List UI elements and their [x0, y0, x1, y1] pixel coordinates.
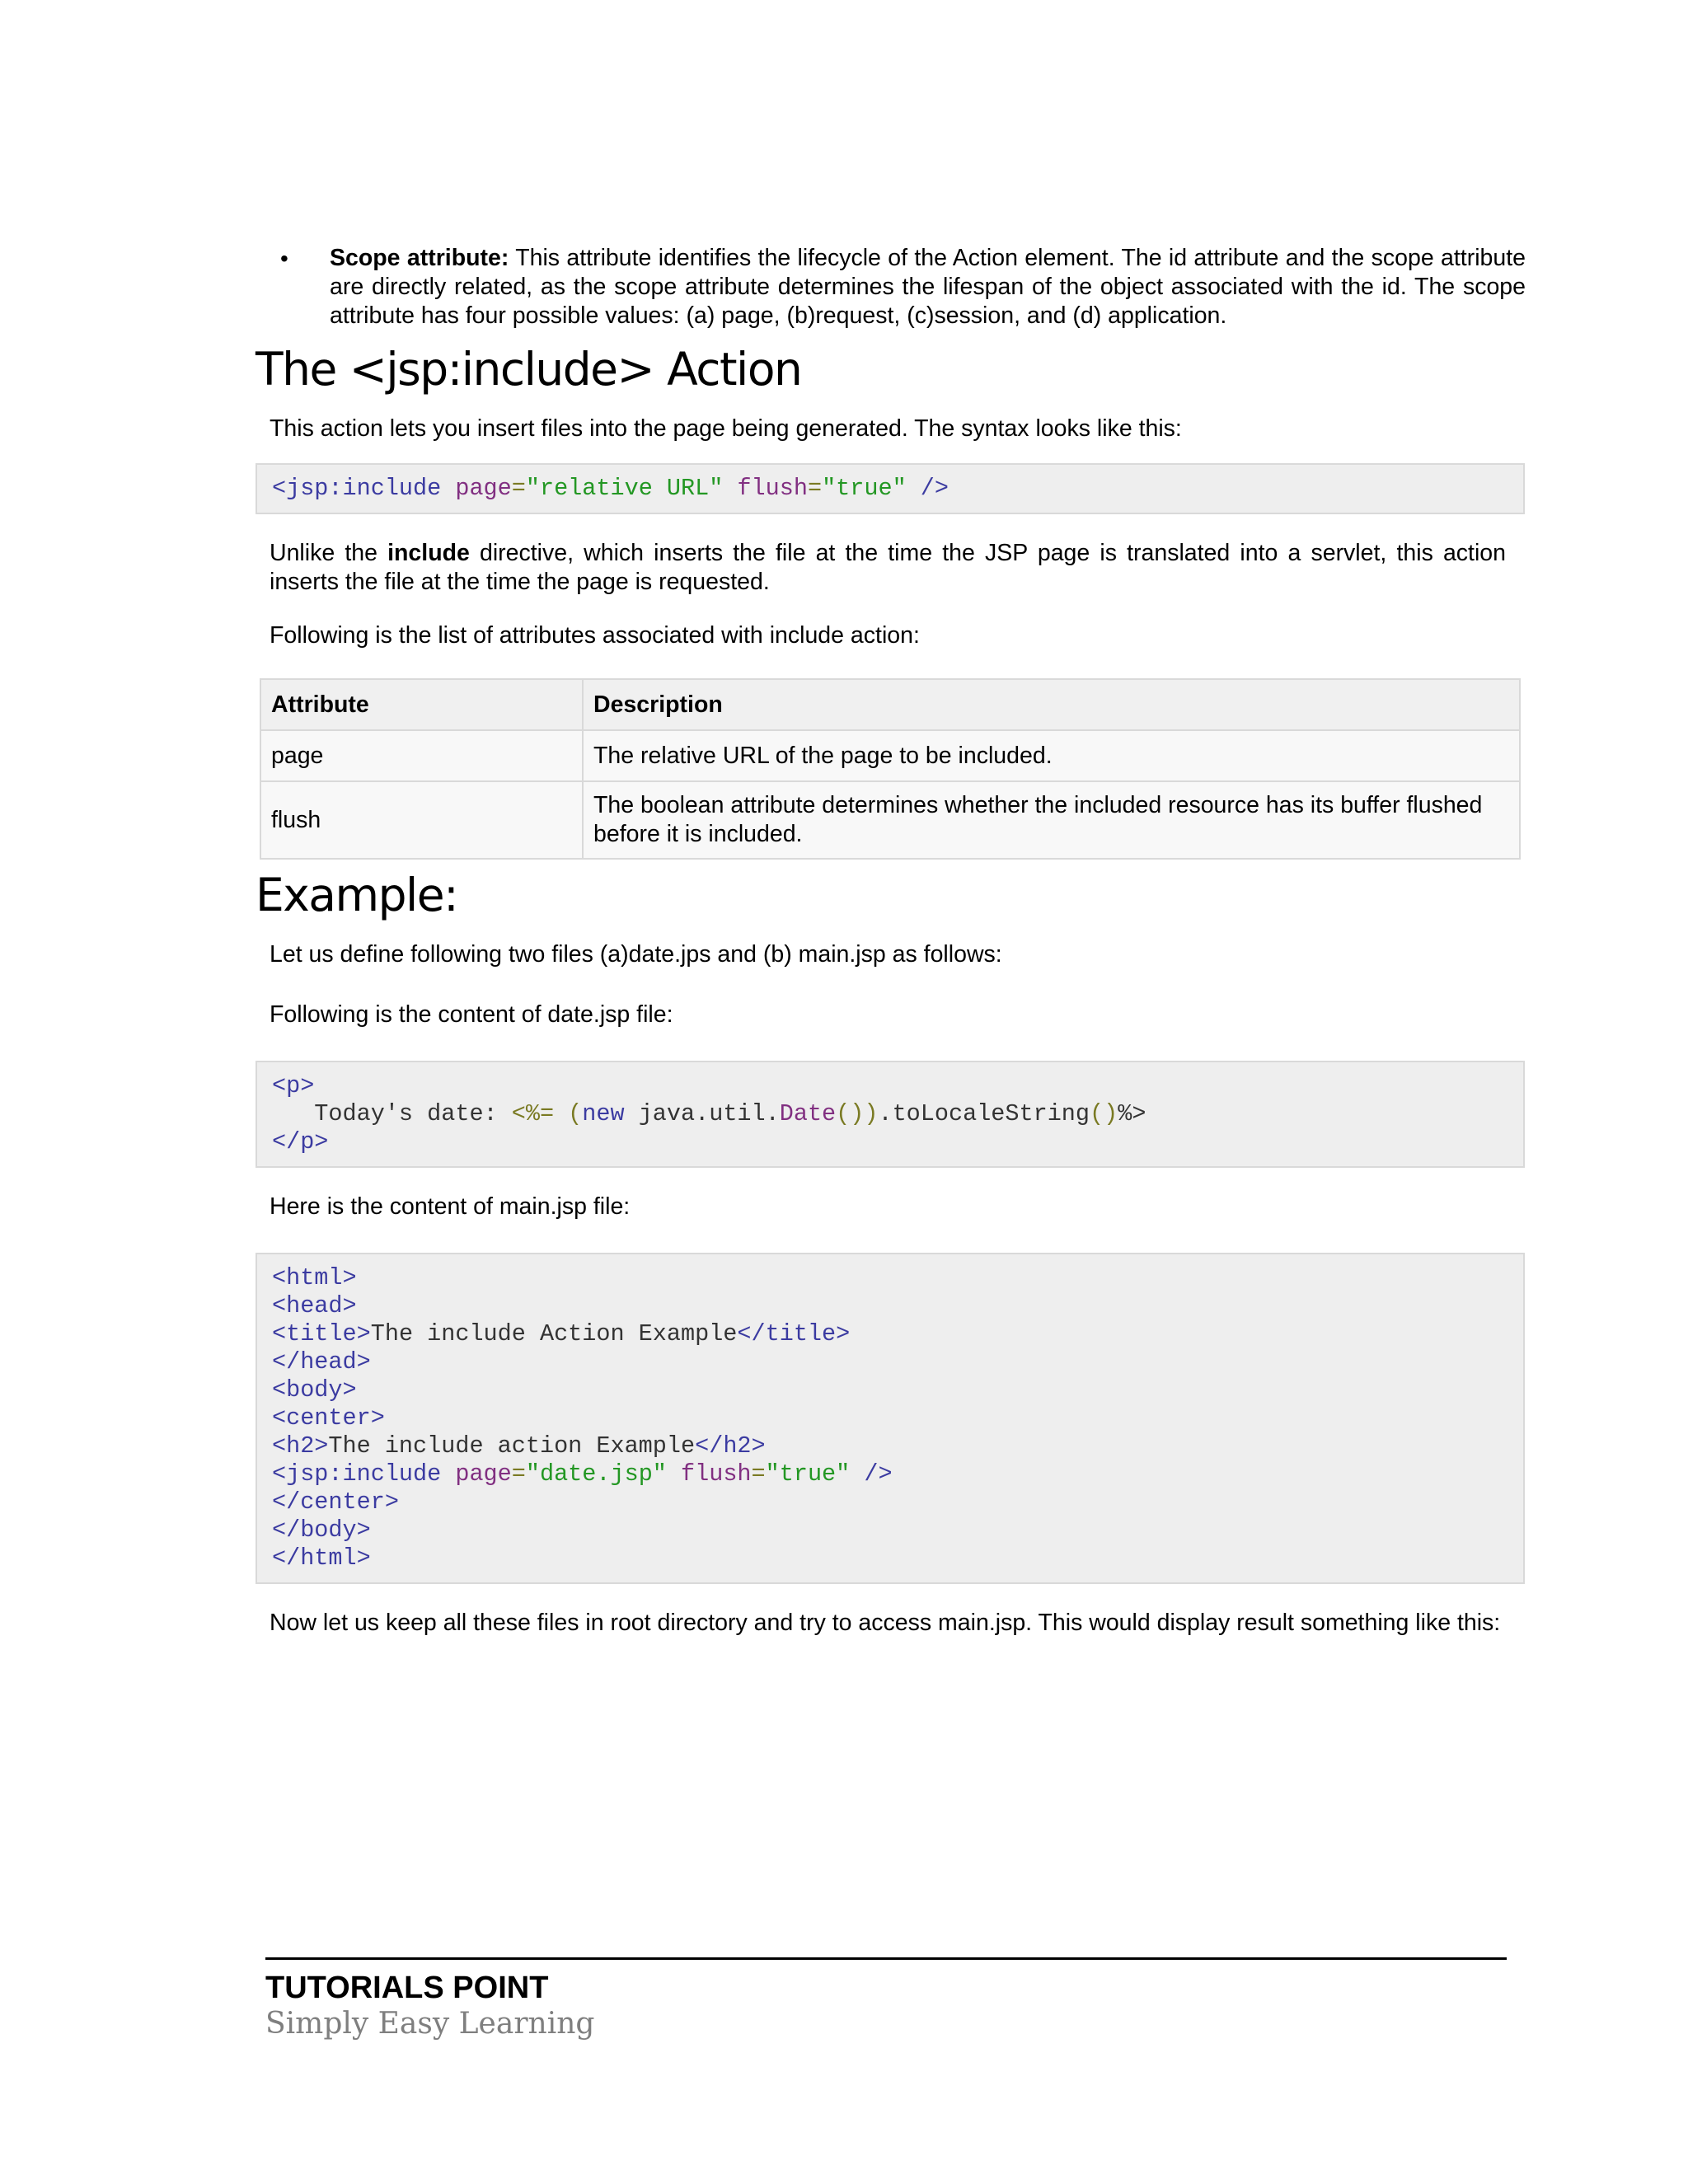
attributes-table — [260, 678, 1521, 860]
include-directive-comparison: Unlike the include directive, which inserts the file at the time the JSP page is translated into a servlet, this action inserts the file at the time the page is requested. — [270, 540, 1507, 595]
table-cell-attribute: page — [260, 730, 583, 781]
conclusion-text: Now let us keep all these files in root directory and try to access main.jsp. This would display result something like this: — [270, 1610, 1501, 1636]
page-content — [256, 244, 1525, 1638]
example-intro: Let us define following two files (a)date.jps and (b) main.jsp as follows: — [270, 941, 1002, 968]
table-row — [260, 730, 1520, 781]
include-intro: This action lets you insert files into the page being generated. The syntax looks like this: — [270, 415, 1182, 442]
table-header-attribute: Attribute — [260, 679, 583, 730]
table-row — [260, 781, 1520, 859]
table-cell-description: The boolean attribute determines whether the included resource has its buffer flushed before it is included. — [583, 781, 1520, 859]
bullet-dot-icon: • — [280, 246, 288, 271]
date-jsp-code-block: <p> Today's date: <%= (new java.util.Date()).toLocaleString()%> </p> — [256, 1061, 1525, 1168]
main-jsp-intro: Here is the content of main.jsp file: — [270, 1193, 631, 1220]
footer-tagline: Simply Easy Learning — [265, 2007, 595, 2041]
main-jsp-code-block: <html> <head> <title>The include Action Example</title> </head> <body> <center> <h2>The include action Example</h2> <jsp:include page="date.jsp" flush="true" /> </center> </body> </html> — [256, 1253, 1525, 1584]
footer-brand: TUTORIALS POINT — [265, 1971, 549, 2005]
scope-attribute-bullet — [268, 244, 1526, 330]
footer-divider — [265, 1957, 1507, 1960]
include-action-heading: The <jsp:include> Action — [256, 343, 802, 396]
example-heading: Example: — [256, 869, 458, 921]
table-header-description: Description — [583, 679, 1520, 730]
syntax-code-block: <jsp:include page="relative URL" flush="true" /> — [256, 463, 1525, 514]
bullet-text: This attribute identifies the lifecycle of the Action element. The id attribute and the scope attribute are directly related, as the scope attribute determines the lifespan of the object associated with the id. The scope attribute has four possible values: (a) page, (b)request, (c)session, and (d) application. — [330, 245, 1526, 329]
attribute-list-intro: Following is the list of attributes associated with include action: — [270, 622, 920, 649]
table-cell-description: The relative URL of the page to be included. — [583, 730, 1520, 781]
table-cell-attribute: flush — [260, 781, 583, 859]
table-header-row — [260, 679, 1520, 730]
page-footer — [265, 1957, 1507, 2042]
date-jsp-intro: Following is the content of date.jsp file: — [270, 1001, 673, 1028]
bullet-term: Scope attribute: — [330, 245, 509, 271]
